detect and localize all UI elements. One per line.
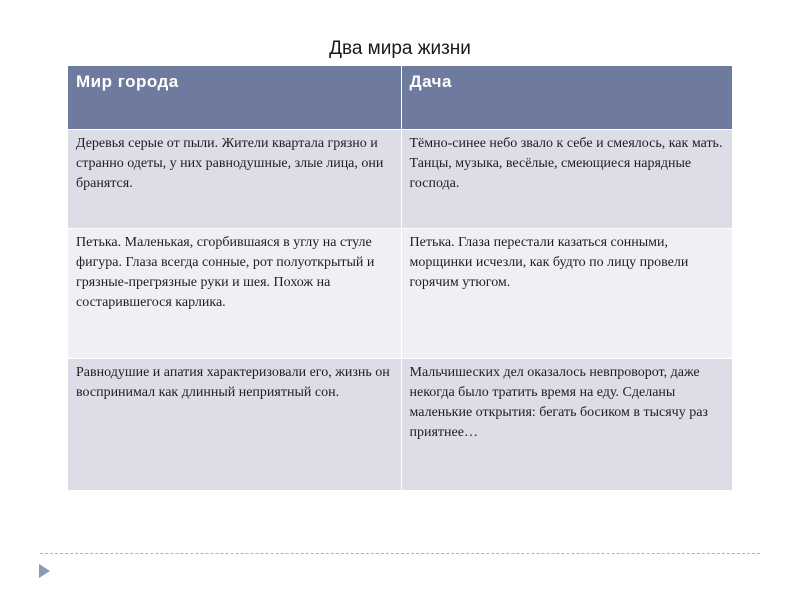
cell-dacha: Петька. Глаза перестали казаться сонными, морщинки исчезли, как будто по лицу провели горячим утюгом. <box>401 229 732 359</box>
header-dacha: Дача <box>401 66 732 130</box>
table-row <box>68 359 732 491</box>
comparison-table-container <box>68 66 732 490</box>
table-row <box>68 130 732 229</box>
cell-city: Деревья серые от пыли. Жители квартала грязно и странно одеты, у них равнодушные, злые лица, они бранятся. <box>68 130 401 229</box>
next-slide-arrow-icon[interactable] <box>39 564 50 578</box>
footer-divider <box>40 553 760 554</box>
cell-city: Равнодушие и апатия характеризовали его, жизнь он воспринимал как длинный неприятный сон. <box>68 359 401 491</box>
comparison-table <box>68 66 732 490</box>
table-row <box>68 229 732 359</box>
cell-dacha: Мальчишеских дел оказалось невпроворот, даже некогда было тратить время на еду. Сделаны маленькие открытия: бегать босиком в тысячу раз приятнее… <box>401 359 732 491</box>
cell-city: Петька. Маленькая, сгорбившаяся в углу на стуле фигура. Глаза всегда сонные, рот полуоткрытый и грязные-прегрязные руки и шея. Похож на состарившегося карлика. <box>68 229 401 359</box>
cell-dacha: Тёмно-синее небо звало к себе и смеялось, как мать. Танцы, музыка, весёлые, смеющиеся нарядные господа. <box>401 130 732 229</box>
table-header-row <box>68 66 732 130</box>
header-city: Мир города <box>68 66 401 130</box>
slide-title: Два мира жизни <box>329 38 471 59</box>
